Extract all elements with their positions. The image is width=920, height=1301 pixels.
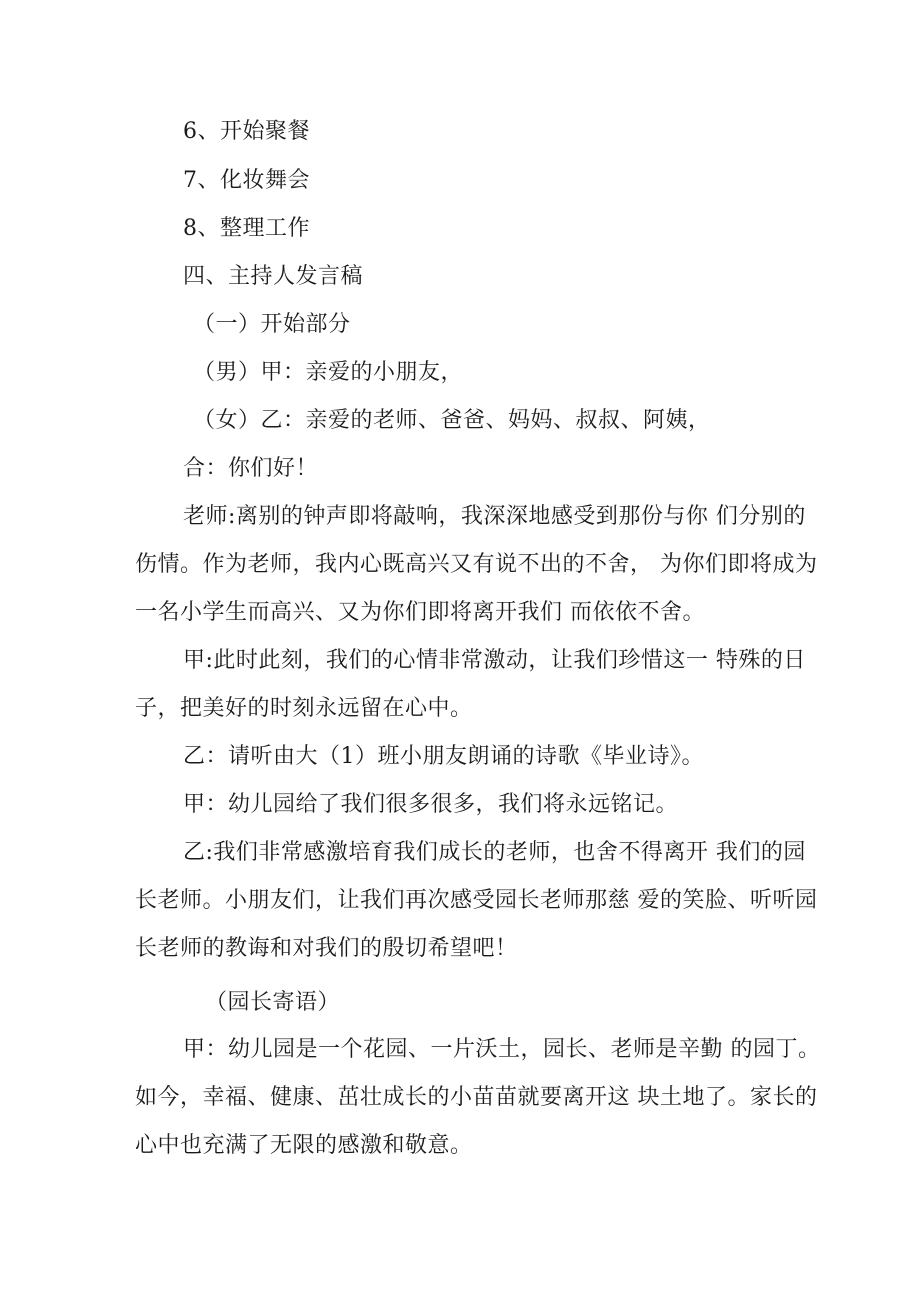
paragraph-line: 长老师的教诲和对我们的殷切希望吧！: [135, 936, 518, 961]
list-item: 7、化妆舞会: [183, 168, 310, 193]
paragraph-line: 如今，幸福、健康、茁壮成长的小苗苗就要离开这 块土地了。家长的: [135, 1085, 818, 1110]
paragraph-line: 乙:我们非常感激培育我们成长的老师，也舍不得离开 我们的园: [183, 840, 806, 865]
paragraph-line: 伤情。作为老师，我内心既高兴又有说不出的不舍， 为你们即将成为: [135, 552, 818, 577]
dialogue-line: 合：你们好！: [183, 456, 319, 481]
paragraph-line: 甲：幼儿园给了我们很多很多，我们将永远铭记。: [183, 792, 679, 817]
paragraph-line: 乙：请听由大（1）班小朋友朗诵的诗歌《毕业诗》。: [183, 744, 704, 769]
paragraph-line: 子，把美好的时刻永远留在心中。: [135, 696, 473, 721]
paragraph-line: 一名小学生而高兴、又为你们即将离开我们 而依依不舍。: [135, 600, 705, 625]
list-item: 6、开始聚餐: [183, 119, 310, 144]
subsection-heading: （一）开始部分: [193, 312, 351, 337]
paragraph-line: 长老师。小朋友们，让我们再次感受园长老师那慈 爱的笑脸、听听园: [135, 888, 818, 913]
paragraph-line: 老师:离别的钟声即将敲响，我深深地感受到那份与你 们分别的: [183, 504, 806, 529]
paragraph-line: 甲：幼儿园是一个花园、一片沃土，园长、老师是辛勤 的园丁。: [183, 1037, 821, 1062]
dialogue-line: （男）甲：亲爱的小朋友，: [193, 360, 464, 385]
list-item: 8、整理工作: [183, 216, 310, 241]
paragraph-line: 甲:此时此刻，我们的心情非常激动，让我们珍惜这一 特殊的日: [183, 648, 806, 673]
paragraph-line: （园长寄语）: [205, 990, 341, 1015]
paragraph-line: 心中也充满了无限的感激和敬意。: [135, 1133, 473, 1158]
section-heading: 四、主持人发言稿: [183, 264, 364, 289]
dialogue-line: （女）乙：亲爱的老师、爸爸、妈妈、叔叔、阿姨，: [193, 408, 711, 433]
